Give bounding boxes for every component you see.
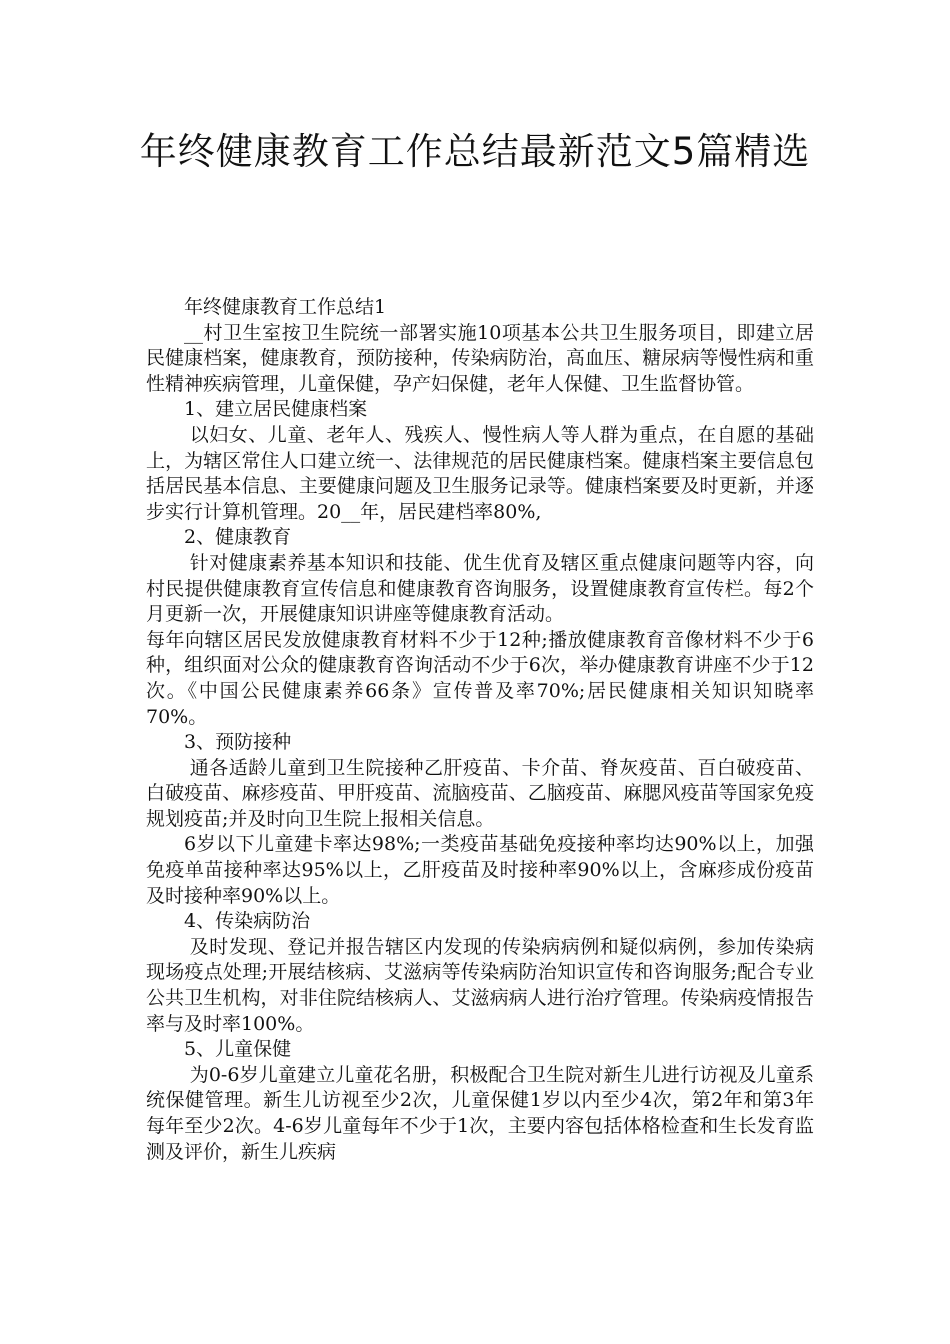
- document-body: [146, 295, 814, 1165]
- paragraph: 及时发现、登记并报告辖区内发现的传染病病例和疑似病例，参加传染病现场疫点处理;开展结核病、艾滋病等传染病防治知识宣传和咨询服务;配合专业公共卫生机构，对非住院结核病人、艾滋病病人进行治疗管理。传染病疫情报告率与及时率100%。: [146, 935, 814, 1035]
- paragraph: 2、健康教育: [184, 526, 292, 549]
- paragraph: 1、建立居民健康档案: [184, 398, 368, 421]
- paragraph: 每年向辖区居民发放健康教育材料不少于12种;播放健康教育音像材料不少于6种，组织面对公众的健康教育咨询活动不少于6次，举办健康教育讲座不少于12次。《中国公民健康素养66条》宣传普及率70%;居民健康相关知识知晓率70%。: [146, 628, 814, 728]
- paragraph: 为0-6岁儿童建立儿童花名册，积极配合卫生院对新生儿进行访视及儿童系统保健管理。新生儿访视至少2次，儿童保健1岁以内至少4次，第2年和第3年每年至少2次。4-6岁儿童每年不少于1次，主要内容包括体格检查和生长发育监测及评价，新生儿疾病: [146, 1063, 814, 1163]
- paragraph: 5、儿童保健: [184, 1038, 292, 1061]
- paragraph: __村卫生室按卫生院统一部署实施10项基本公共卫生服务项目，即建立居民健康档案，健康教育，预防接种，传染病防治，高血压、糖尿病等慢性病和重性精神疾病管理，儿童保健，孕产妇保健，老年人保健、卫生监督协管。: [146, 321, 814, 395]
- paragraph: 3、预防接种: [184, 731, 292, 754]
- paragraph: 以妇女、儿童、老年人、残疾人、慢性病人等人群为重点，在自愿的基础上，为辖区常住人口建立统一、法律规范的居民健康档案。健康档案主要信息包括居民基本信息、主要健康问题及卫生服务记录等。健康档案要及时更新，并逐步实行计算机管理。20__年，居民建档率80%,: [146, 423, 814, 523]
- paragraph: 年终健康教育工作总结1: [184, 296, 387, 318]
- paragraph: 4、传染病防治: [184, 910, 311, 933]
- document-title: 年终健康教育工作总结最新范文5篇精选: [139, 130, 811, 173]
- paragraph: 通各适龄儿童到卫生院接种乙肝疫苗、卡介苗、脊灰疫苗、百白破疫苗、白破疫苗、麻疹疫苗、甲肝疫苗、流脑疫苗、乙脑疫苗、麻腮风疫苗等国家免疫规划疫苗;并及时向卫生院上报相关信息。: [146, 756, 814, 830]
- paragraph: 针对健康素养基本知识和技能、优生优育及辖区重点健康问题等内容，向村民提供健康教育宣传信息和健康教育咨询服务，设置健康教育宣传栏。每2个月更新一次，开展健康知识讲座等健康教育活动。: [146, 551, 814, 626]
- paragraph: 6岁以下儿童建卡率达98%;一类疫苗基础免疫接种率均达90%以上，加强免疫单苗接种率达95%以上，乙肝疫苗及时接种率90%以上，含麻疹成份疫苗及时接种率90%以上。: [146, 833, 814, 907]
